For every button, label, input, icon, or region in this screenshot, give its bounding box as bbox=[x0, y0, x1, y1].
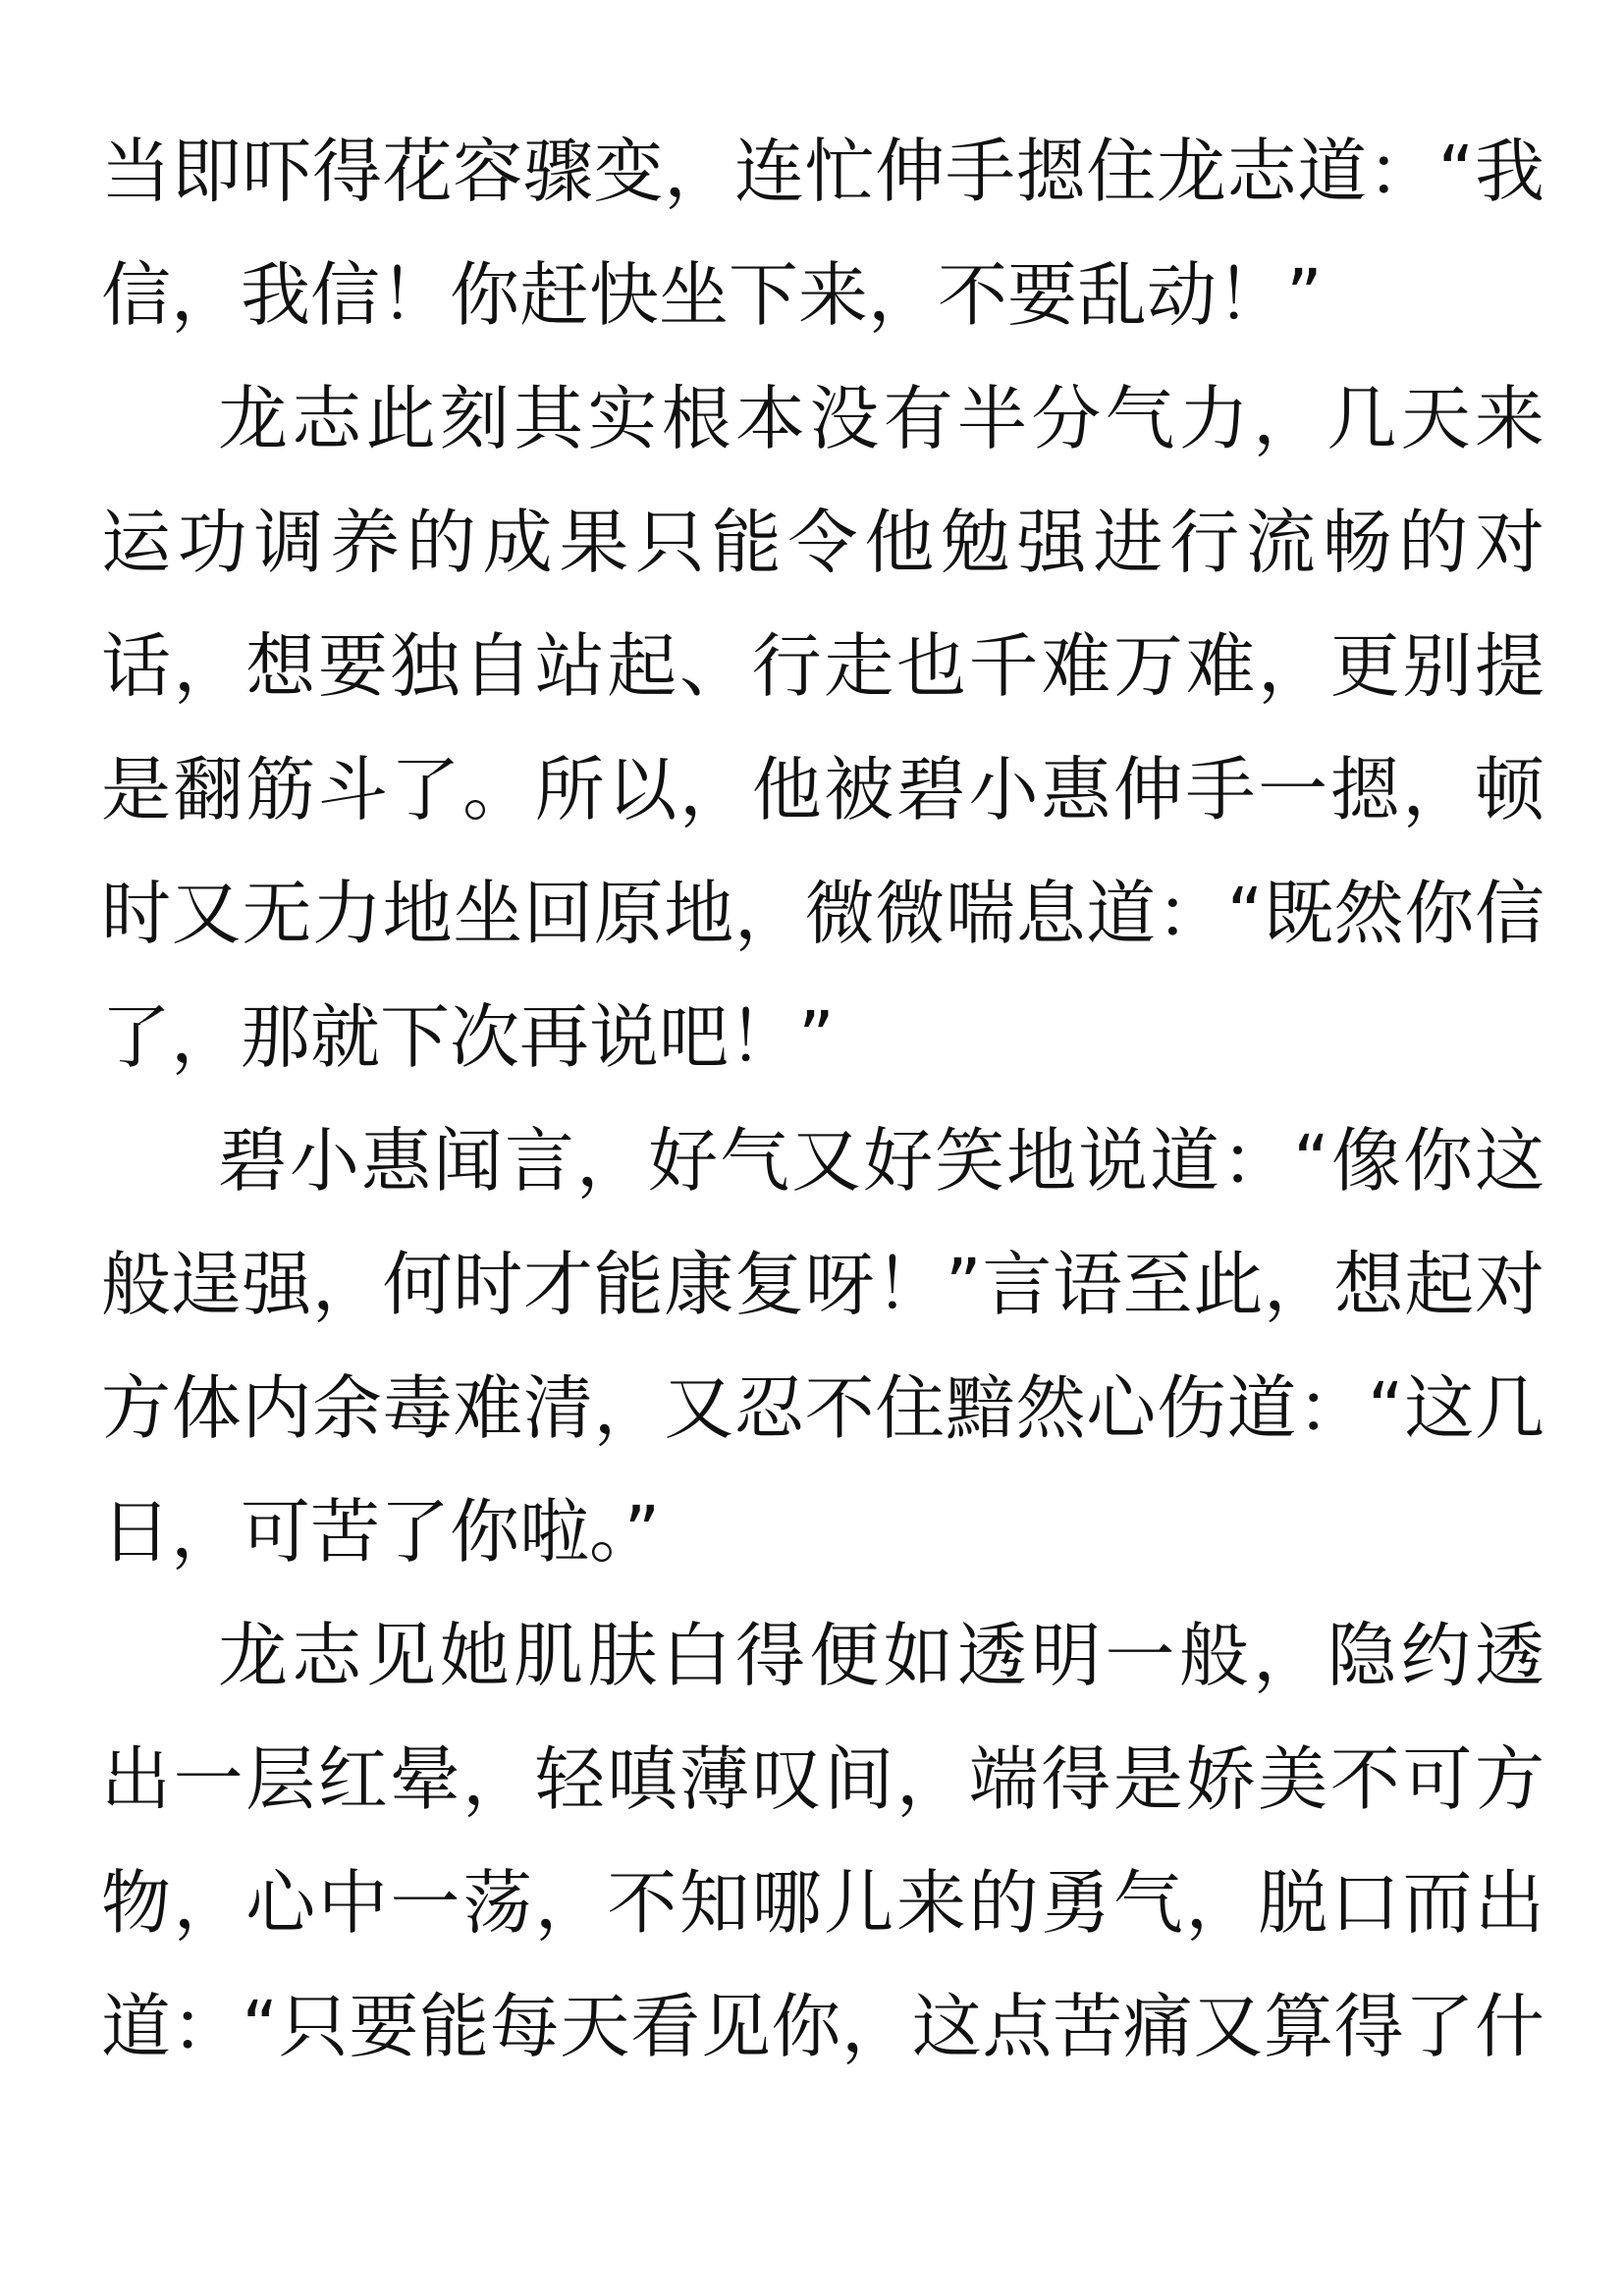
text-line: 碧小惠闻言，好气又好笑地说道：“像你这 bbox=[218, 1120, 1544, 1201]
text-line: 运功调养的成果只能令他勉强进行流畅的对 bbox=[101, 502, 1544, 583]
text-line: 方体内余毒难清，又忍不住黯然心伤道：“这几 bbox=[101, 1367, 1544, 1449]
text-line: 是翻筋斗了。所以，他被碧小惠伸手一摁，顿 bbox=[101, 749, 1544, 830]
text-line: 般逞强，何时才能康复呀！”言语至此，想起对 bbox=[101, 1244, 1544, 1325]
text-line: 信，我信！你赶快坐下来，不要乱动！” bbox=[101, 254, 1323, 336]
text-line: 了，那就下次再说吧！” bbox=[101, 996, 835, 1078]
text-line: 话，想要独自站起、行走也千难万难，更别提 bbox=[101, 625, 1544, 707]
text-line: 出一层红晕，轻嗔薄叹间，端得是娇美不可方 bbox=[101, 1738, 1544, 1820]
text-line: 物，心中一荡，不知哪儿来的勇气，脱口而出 bbox=[101, 1862, 1544, 1944]
text-line: 龙志见她肌肤白得便如透明一般，隐约透 bbox=[218, 1615, 1544, 1696]
text-line: 龙志此刻其实根本没有半分气力，几天来 bbox=[218, 378, 1544, 459]
text-line: 道：“只要能每天看见你，这点苦痛又算得了什 bbox=[101, 1986, 1544, 2067]
novel-text bbox=[101, 110, 1544, 2089]
text-line: 时又无力地坐回原地，微微喘息道：“既然你信 bbox=[101, 873, 1544, 954]
text-line: 当即吓得花容骤变，连忙伸手摁住龙志道：“我 bbox=[101, 131, 1544, 212]
text-line: 日，可苦了你啦。” bbox=[101, 1491, 661, 1573]
